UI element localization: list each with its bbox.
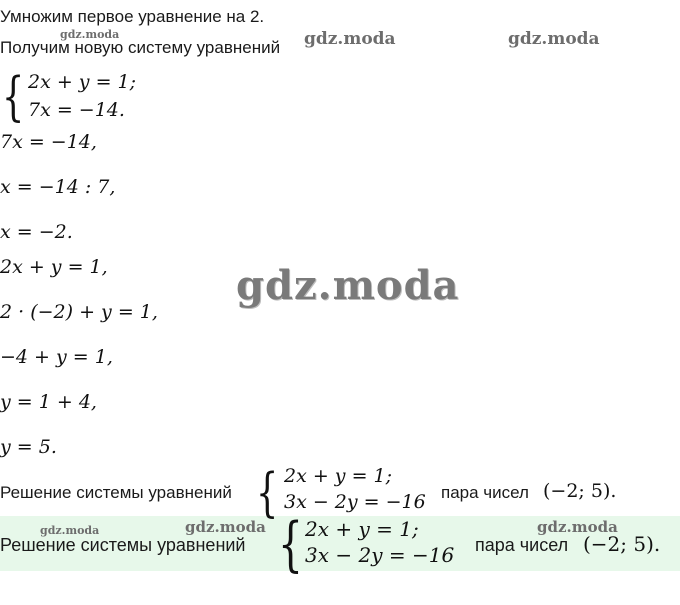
highlight-system-brace: { [278, 511, 303, 580]
watermark-small: gdz.moda [60, 28, 120, 41]
system-equation-2: 7x = −14. [28, 99, 125, 121]
intro-line-2: Получим новую систему уравнений [0, 38, 281, 57]
step-2: x = −14 : 7, [0, 176, 116, 198]
watermark-medium: gdz.moda [304, 29, 396, 49]
system-brace: { [2, 66, 25, 127]
intro-line-1: Умножим первое уравнение на 2. [0, 7, 265, 26]
watermark-big: gdz.moda [236, 262, 460, 309]
highlight-answer-prefix: Решение системы уравнений [0, 535, 246, 555]
step-1: 7x = −14, [0, 131, 97, 153]
answer-prefix: Решение системы уравнений [0, 483, 232, 502]
answer-mid-text: пара чисел [441, 483, 529, 502]
system-equation-1: 2x + y = 1; [28, 71, 137, 93]
step-7: y = 1 + 4, [0, 391, 97, 413]
step-6: −4 + y = 1, [0, 346, 113, 368]
step-3: x = −2. [0, 221, 73, 243]
answer-equation-1: 2x + y = 1; [284, 465, 393, 487]
watermark-medium: gdz.moda [537, 518, 618, 536]
watermark-medium: gdz.moda [508, 29, 600, 49]
watermark-medium: gdz.moda [185, 518, 266, 536]
highlight-equation-2: 3x − 2y = −16 [305, 543, 455, 567]
highlight-mid-text: пара чисел [475, 535, 569, 555]
answer-system-brace: { [256, 462, 279, 523]
answer-pair: (−2; 5). [543, 480, 617, 502]
step-4: 2x + y = 1, [0, 256, 108, 278]
answer-equation-2: 3x − 2y = −16 [284, 491, 426, 513]
watermark-small: gdz.moda [40, 524, 100, 537]
highlight-answer-pair: (−2; 5). [583, 532, 661, 556]
highlight-equation-1: 2x + y = 1; [305, 517, 419, 541]
step-5: 2 · (−2) + y = 1, [0, 301, 158, 323]
step-8: y = 5. [0, 436, 57, 458]
